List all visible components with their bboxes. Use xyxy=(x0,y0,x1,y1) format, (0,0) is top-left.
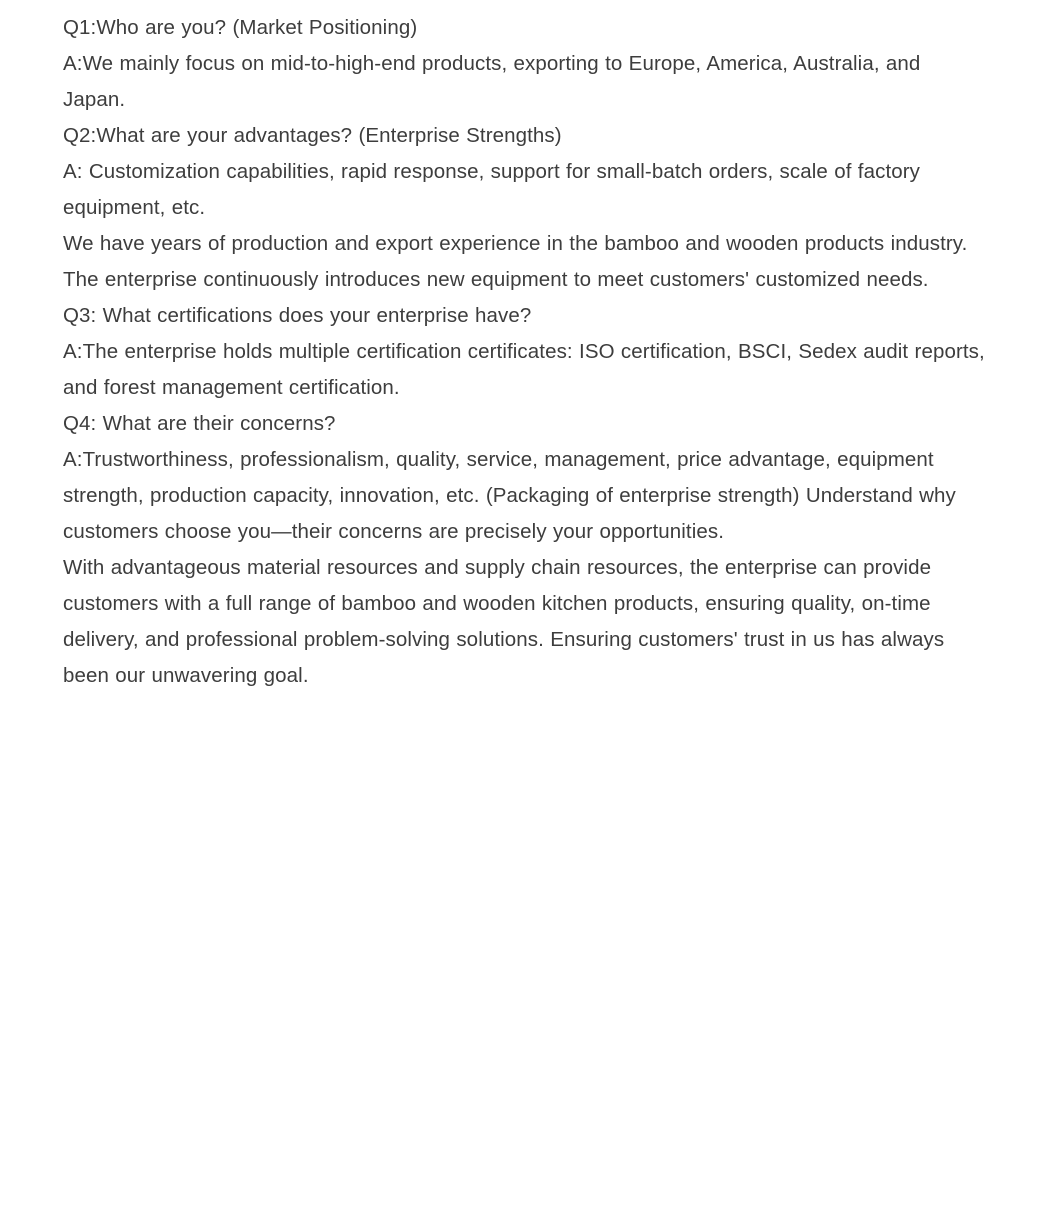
question-q2: Q2:What are your advantages? (Enterprise Strengths) xyxy=(63,124,562,147)
answer-q2: A: Customization capabilities, rapid response, support for small-batch orders, scale of factory equipment, etc. xyxy=(63,160,921,219)
answer-q1: A:We mainly focus on mid-to-high-end products, exporting to Europe, America, Australia, and Japan. xyxy=(63,52,921,111)
question-q1: Q1:Who are you? (Market Positioning) xyxy=(63,16,418,39)
question-q3: Q3: What certifications does your enterprise have? xyxy=(63,304,532,327)
closing-paragraph: With advantageous material resources and supply chain resources, the enterprise can provide customers with a full range of bamboo and wooden kitchen products, ensuring quality, on-time delivery, and professional problem-solving solutions. Ensuring customers' trust in us has always been our unwavering goal. xyxy=(63,556,945,687)
answer-q2-extra: We have years of production and export experience in the bamboo and wooden products industry. The enterprise continuously introduces new equipment to meet customers' customized needs. xyxy=(63,232,968,291)
answer-q4: A:Trustworthiness, professionalism, quality, service, management, price advantage, equipment strength, production capacity, innovation, etc. (Packaging of enterprise strength) Understand why customers choose you—their concerns are precisely your opportunities. xyxy=(63,448,956,543)
question-q4: Q4: What are their concerns? xyxy=(63,412,336,435)
answer-q3: A:The enterprise holds multiple certification certificates: ISO certification, BSCI, Sedex audit reports, and forest management certification. xyxy=(63,340,985,399)
